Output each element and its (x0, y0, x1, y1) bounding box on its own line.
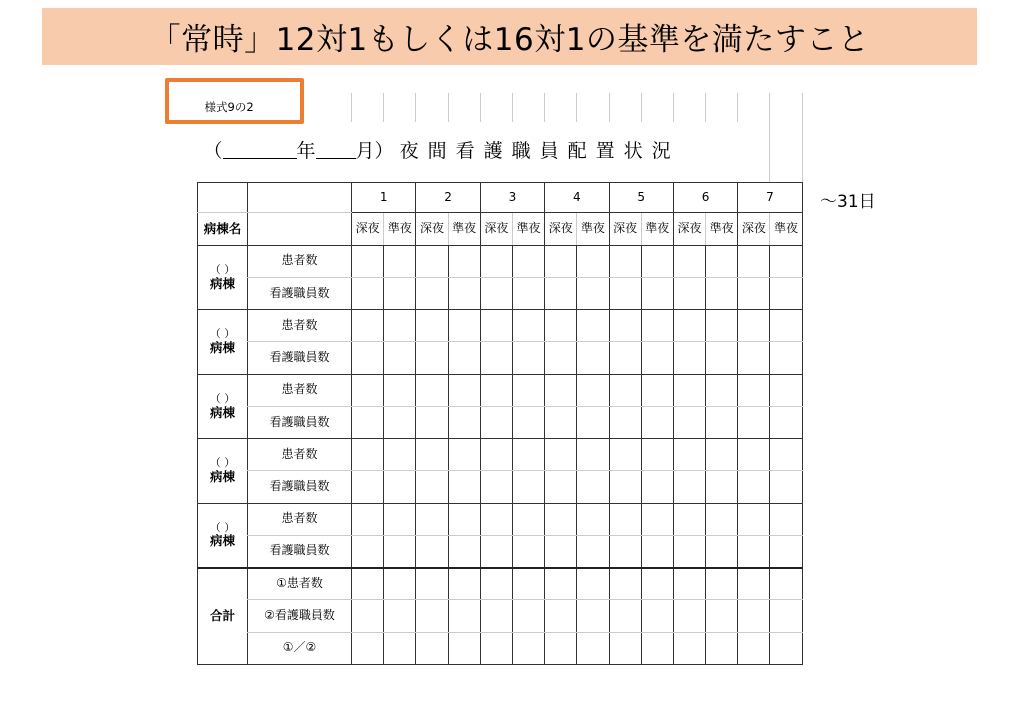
data-cell[interactable] (577, 277, 609, 309)
data-cell[interactable] (738, 471, 770, 503)
data-cell[interactable] (609, 245, 641, 277)
data-cell[interactable] (416, 471, 448, 503)
data-cell[interactable] (545, 600, 577, 632)
shift-header: 深夜 (545, 213, 577, 245)
shift-header: 準夜 (448, 213, 480, 245)
data-cell[interactable] (416, 535, 448, 567)
data-cell[interactable] (609, 342, 641, 374)
data-cell[interactable] (706, 632, 738, 664)
data-cell[interactable] (738, 600, 770, 632)
data-cell[interactable] (641, 535, 673, 567)
data-cell[interactable] (416, 439, 448, 471)
data-cell[interactable] (416, 503, 448, 535)
data-cell[interactable] (641, 406, 673, 438)
ward-name-cell (198, 245, 248, 310)
shift-header: 準夜 (706, 213, 738, 245)
data-cell[interactable] (545, 342, 577, 374)
data-cell[interactable] (512, 568, 544, 600)
data-cell[interactable] (545, 374, 577, 406)
data-cell[interactable] (448, 632, 480, 664)
data-cell[interactable] (577, 342, 609, 374)
data-cell[interactable] (738, 632, 770, 664)
ward-name-label: 病棟 (209, 275, 235, 291)
row-label: 看護職員数 (248, 342, 352, 374)
data-cell[interactable] (352, 277, 384, 309)
data-cell[interactable] (416, 632, 448, 664)
data-cell[interactable] (673, 310, 705, 342)
data-cell[interactable] (448, 471, 480, 503)
data-cell[interactable] (448, 277, 480, 309)
day-header-row (198, 183, 803, 213)
total-row-label: ②看護職員数 (248, 600, 352, 632)
ward-row (198, 439, 803, 471)
data-cell[interactable] (770, 632, 802, 664)
day-header-5: 5 (609, 183, 673, 213)
row-label: 看護職員数 (248, 406, 352, 438)
data-cell[interactable] (448, 245, 480, 277)
data-cell[interactable] (770, 439, 802, 471)
data-cell[interactable] (577, 439, 609, 471)
row-label: 看護職員数 (248, 277, 352, 309)
data-cell[interactable] (416, 406, 448, 438)
data-cell[interactable] (352, 503, 384, 535)
data-cell[interactable] (352, 632, 384, 664)
data-cell[interactable] (512, 600, 544, 632)
day-row-blank-2 (248, 183, 352, 213)
banner-title: 「常時」12対1もしくは16対1の基準を満たすこと (149, 22, 870, 58)
day-row-blank-1 (198, 183, 248, 213)
data-cell[interactable] (673, 471, 705, 503)
data-cell[interactable] (545, 439, 577, 471)
data-cell[interactable] (384, 342, 416, 374)
data-cell[interactable] (416, 277, 448, 309)
data-cell[interactable] (545, 471, 577, 503)
ward-name-label: 病棟 (209, 404, 235, 420)
header-banner (42, 8, 977, 65)
data-cell[interactable] (673, 600, 705, 632)
day-header-3: 3 (480, 183, 544, 213)
ward-row (198, 342, 803, 374)
row-label: 患者数 (248, 245, 352, 277)
data-cell[interactable] (352, 568, 384, 600)
data-cell[interactable] (770, 342, 802, 374)
title-open-paren: （ (203, 140, 223, 163)
data-cell[interactable] (738, 374, 770, 406)
data-cell[interactable] (448, 342, 480, 374)
form-title (198, 122, 770, 182)
data-cell[interactable] (641, 600, 673, 632)
data-cell[interactable] (641, 503, 673, 535)
data-cell[interactable] (352, 245, 384, 277)
data-cell[interactable] (545, 503, 577, 535)
data-cell[interactable] (673, 632, 705, 664)
title-row (198, 122, 803, 182)
data-cell[interactable] (673, 406, 705, 438)
data-cell[interactable] (770, 245, 802, 277)
data-cell[interactable] (641, 310, 673, 342)
data-cell[interactable] (480, 310, 512, 342)
ward-name-paren: （ ） (209, 262, 236, 276)
data-cell[interactable] (448, 310, 480, 342)
data-cell[interactable] (706, 600, 738, 632)
data-cell[interactable] (673, 503, 705, 535)
data-cell[interactable] (512, 439, 544, 471)
month-blank (316, 142, 356, 159)
day-header-4: 4 (545, 183, 609, 213)
total-row (198, 568, 803, 600)
data-cell[interactable] (577, 406, 609, 438)
data-cell[interactable] (512, 310, 544, 342)
data-cell[interactable] (738, 342, 770, 374)
data-cell[interactable] (770, 503, 802, 535)
data-cell[interactable] (352, 374, 384, 406)
total-row-label: ①患者数 (248, 568, 352, 600)
ward-name-paren: （ ） (209, 520, 236, 534)
day-header-2: 2 (416, 183, 480, 213)
data-cell[interactable] (416, 245, 448, 277)
ward-name-header: 病棟名 (198, 213, 248, 245)
data-cell[interactable] (738, 439, 770, 471)
day-header-7: 7 (738, 183, 802, 213)
data-cell[interactable] (384, 277, 416, 309)
data-cell[interactable] (673, 439, 705, 471)
data-cell[interactable] (770, 568, 802, 600)
data-cell[interactable] (641, 439, 673, 471)
data-cell[interactable] (384, 568, 416, 600)
ward-name-paren: （ ） (209, 327, 236, 341)
data-cell[interactable] (609, 568, 641, 600)
data-cell[interactable] (706, 406, 738, 438)
data-cell[interactable] (384, 406, 416, 438)
data-cell[interactable] (738, 503, 770, 535)
day-header-6: 6 (673, 183, 737, 213)
ward-row (198, 406, 803, 438)
data-cell[interactable] (609, 310, 641, 342)
data-cell[interactable] (673, 277, 705, 309)
row-label: 患者数 (248, 503, 352, 535)
data-cell[interactable] (577, 632, 609, 664)
ward-row (198, 277, 803, 309)
shift-header: 深夜 (673, 213, 705, 245)
data-cell[interactable] (512, 503, 544, 535)
shift-header: 準夜 (384, 213, 416, 245)
night-staffing-form (197, 93, 803, 665)
data-cell[interactable] (448, 439, 480, 471)
row-label: 看護職員数 (248, 471, 352, 503)
shift-header: 準夜 (512, 213, 544, 245)
data-cell[interactable] (673, 342, 705, 374)
data-cell[interactable] (577, 245, 609, 277)
row-label: 看護職員数 (248, 535, 352, 567)
data-cell[interactable] (448, 503, 480, 535)
shift-header: 深夜 (416, 213, 448, 245)
data-cell[interactable] (706, 374, 738, 406)
day-header-1: 1 (352, 183, 416, 213)
ward-name-cell (198, 439, 248, 504)
shift-header: 深夜 (609, 213, 641, 245)
data-cell[interactable] (706, 310, 738, 342)
data-cell[interactable] (480, 600, 512, 632)
data-cell[interactable] (577, 535, 609, 567)
data-cell[interactable] (416, 374, 448, 406)
total-row (198, 600, 803, 632)
data-cell[interactable] (609, 535, 641, 567)
data-cell[interactable] (448, 406, 480, 438)
data-cell[interactable] (641, 342, 673, 374)
data-cell[interactable] (384, 310, 416, 342)
data-cell[interactable] (512, 374, 544, 406)
title-month: 月） (355, 140, 394, 163)
data-cell[interactable] (545, 535, 577, 567)
data-cell[interactable] (545, 310, 577, 342)
data-cell[interactable] (512, 342, 544, 374)
data-cell[interactable] (641, 568, 673, 600)
data-cell[interactable] (577, 600, 609, 632)
shift-header: 深夜 (352, 213, 384, 245)
data-cell[interactable] (384, 374, 416, 406)
data-cell[interactable] (352, 600, 384, 632)
data-cell[interactable] (352, 406, 384, 438)
title-label: 夜間看護職員配置状況 (399, 140, 680, 163)
ward-name-cell (198, 310, 248, 375)
ward-row (198, 503, 803, 535)
ward-row (198, 310, 803, 342)
row-label-header (248, 213, 352, 245)
data-cell[interactable] (706, 471, 738, 503)
data-cell[interactable] (448, 568, 480, 600)
total-row (198, 632, 803, 664)
data-cell[interactable] (770, 471, 802, 503)
data-cell[interactable] (706, 277, 738, 309)
data-cell[interactable] (706, 535, 738, 567)
data-cell[interactable] (641, 277, 673, 309)
ward-row (198, 245, 803, 277)
data-cell[interactable] (609, 406, 641, 438)
data-cell[interactable] (480, 374, 512, 406)
data-cell[interactable] (352, 439, 384, 471)
ward-row (198, 471, 803, 503)
data-cell[interactable] (673, 245, 705, 277)
data-cell[interactable] (480, 632, 512, 664)
data-cell[interactable] (480, 342, 512, 374)
data-cell[interactable] (512, 471, 544, 503)
data-cell[interactable] (480, 535, 512, 567)
data-cell[interactable] (706, 342, 738, 374)
data-cell[interactable] (641, 471, 673, 503)
data-cell[interactable] (738, 245, 770, 277)
data-cell[interactable] (577, 374, 609, 406)
data-cell[interactable] (384, 439, 416, 471)
total-row-label: ①／② (248, 632, 352, 664)
year-blank (223, 142, 297, 159)
ward-name-cell (198, 374, 248, 439)
data-cell[interactable] (480, 245, 512, 277)
data-cell[interactable] (352, 471, 384, 503)
data-cell[interactable] (416, 310, 448, 342)
data-cell[interactable] (673, 568, 705, 600)
ward-name-label: 病棟 (209, 469, 235, 485)
row-label: 患者数 (248, 439, 352, 471)
total-label (198, 568, 248, 665)
data-cell[interactable] (609, 277, 641, 309)
data-cell[interactable] (512, 245, 544, 277)
shift-header: 準夜 (577, 213, 609, 245)
data-cell[interactable] (512, 535, 544, 567)
data-cell[interactable] (480, 277, 512, 309)
data-cell[interactable] (706, 503, 738, 535)
data-cell[interactable] (673, 374, 705, 406)
title-year: 年 (296, 140, 316, 163)
data-cell[interactable] (770, 600, 802, 632)
ward-name-cell (198, 503, 248, 568)
data-cell[interactable] (577, 310, 609, 342)
data-cell[interactable] (352, 310, 384, 342)
data-cell[interactable] (448, 535, 480, 567)
shift-header: 深夜 (480, 213, 512, 245)
data-cell[interactable] (609, 503, 641, 535)
data-cell[interactable] (738, 310, 770, 342)
data-cell[interactable] (384, 535, 416, 567)
data-cell[interactable] (512, 406, 544, 438)
day-range-note: 〜31日 (820, 192, 876, 212)
form-number: 様式9の2 (204, 100, 254, 114)
data-cell[interactable] (770, 310, 802, 342)
data-cell[interactable] (448, 600, 480, 632)
data-cell[interactable] (384, 600, 416, 632)
shift-header-row (198, 213, 803, 245)
data-cell[interactable] (609, 374, 641, 406)
data-cell[interactable] (480, 503, 512, 535)
data-cell[interactable] (706, 568, 738, 600)
form-number-highlight (165, 78, 304, 124)
data-cell[interactable] (448, 374, 480, 406)
data-cell[interactable] (609, 471, 641, 503)
data-cell[interactable] (480, 406, 512, 438)
data-cell[interactable] (738, 535, 770, 567)
data-cell[interactable] (545, 632, 577, 664)
data-cell[interactable] (738, 277, 770, 309)
data-cell[interactable] (738, 406, 770, 438)
data-cell[interactable] (706, 245, 738, 277)
data-cell[interactable] (384, 471, 416, 503)
data-cell[interactable] (384, 503, 416, 535)
data-cell[interactable] (609, 632, 641, 664)
data-cell[interactable] (480, 439, 512, 471)
data-cell[interactable] (609, 439, 641, 471)
shift-header: 深夜 (738, 213, 770, 245)
data-cell[interactable] (545, 406, 577, 438)
ward-name-label: 病棟 (209, 340, 235, 356)
row-label: 患者数 (248, 310, 352, 342)
data-cell[interactable] (738, 568, 770, 600)
data-cell[interactable] (416, 568, 448, 600)
shift-header: 準夜 (770, 213, 802, 245)
data-cell[interactable] (577, 503, 609, 535)
data-cell[interactable] (512, 632, 544, 664)
data-cell[interactable] (545, 568, 577, 600)
ward-row (198, 535, 803, 567)
data-cell[interactable] (706, 439, 738, 471)
data-cell[interactable] (770, 406, 802, 438)
data-cell[interactable] (416, 600, 448, 632)
data-cell[interactable] (609, 600, 641, 632)
ward-name-paren: （ ） (209, 391, 236, 405)
data-cell[interactable] (480, 568, 512, 600)
row-label: 患者数 (248, 374, 352, 406)
ward-row (198, 374, 803, 406)
data-cell[interactable] (770, 277, 802, 309)
data-cell[interactable] (352, 535, 384, 567)
data-cell[interactable] (641, 374, 673, 406)
data-cell[interactable] (480, 471, 512, 503)
data-cell[interactable] (545, 245, 577, 277)
data-cell[interactable] (577, 471, 609, 503)
data-cell[interactable] (641, 632, 673, 664)
data-cell[interactable] (641, 245, 673, 277)
ward-name-paren: （ ） (209, 456, 236, 470)
data-cell[interactable] (770, 535, 802, 567)
data-cell[interactable] (770, 374, 802, 406)
data-cell[interactable] (416, 342, 448, 374)
data-cell[interactable] (545, 277, 577, 309)
data-cell[interactable] (512, 277, 544, 309)
data-cell[interactable] (384, 632, 416, 664)
data-cell[interactable] (577, 568, 609, 600)
shift-header: 準夜 (641, 213, 673, 245)
data-cell[interactable] (384, 245, 416, 277)
ward-name-label: 病棟 (209, 533, 235, 549)
data-cell[interactable] (673, 535, 705, 567)
data-cell[interactable] (352, 342, 384, 374)
total-label-text: 合計 (209, 607, 235, 623)
